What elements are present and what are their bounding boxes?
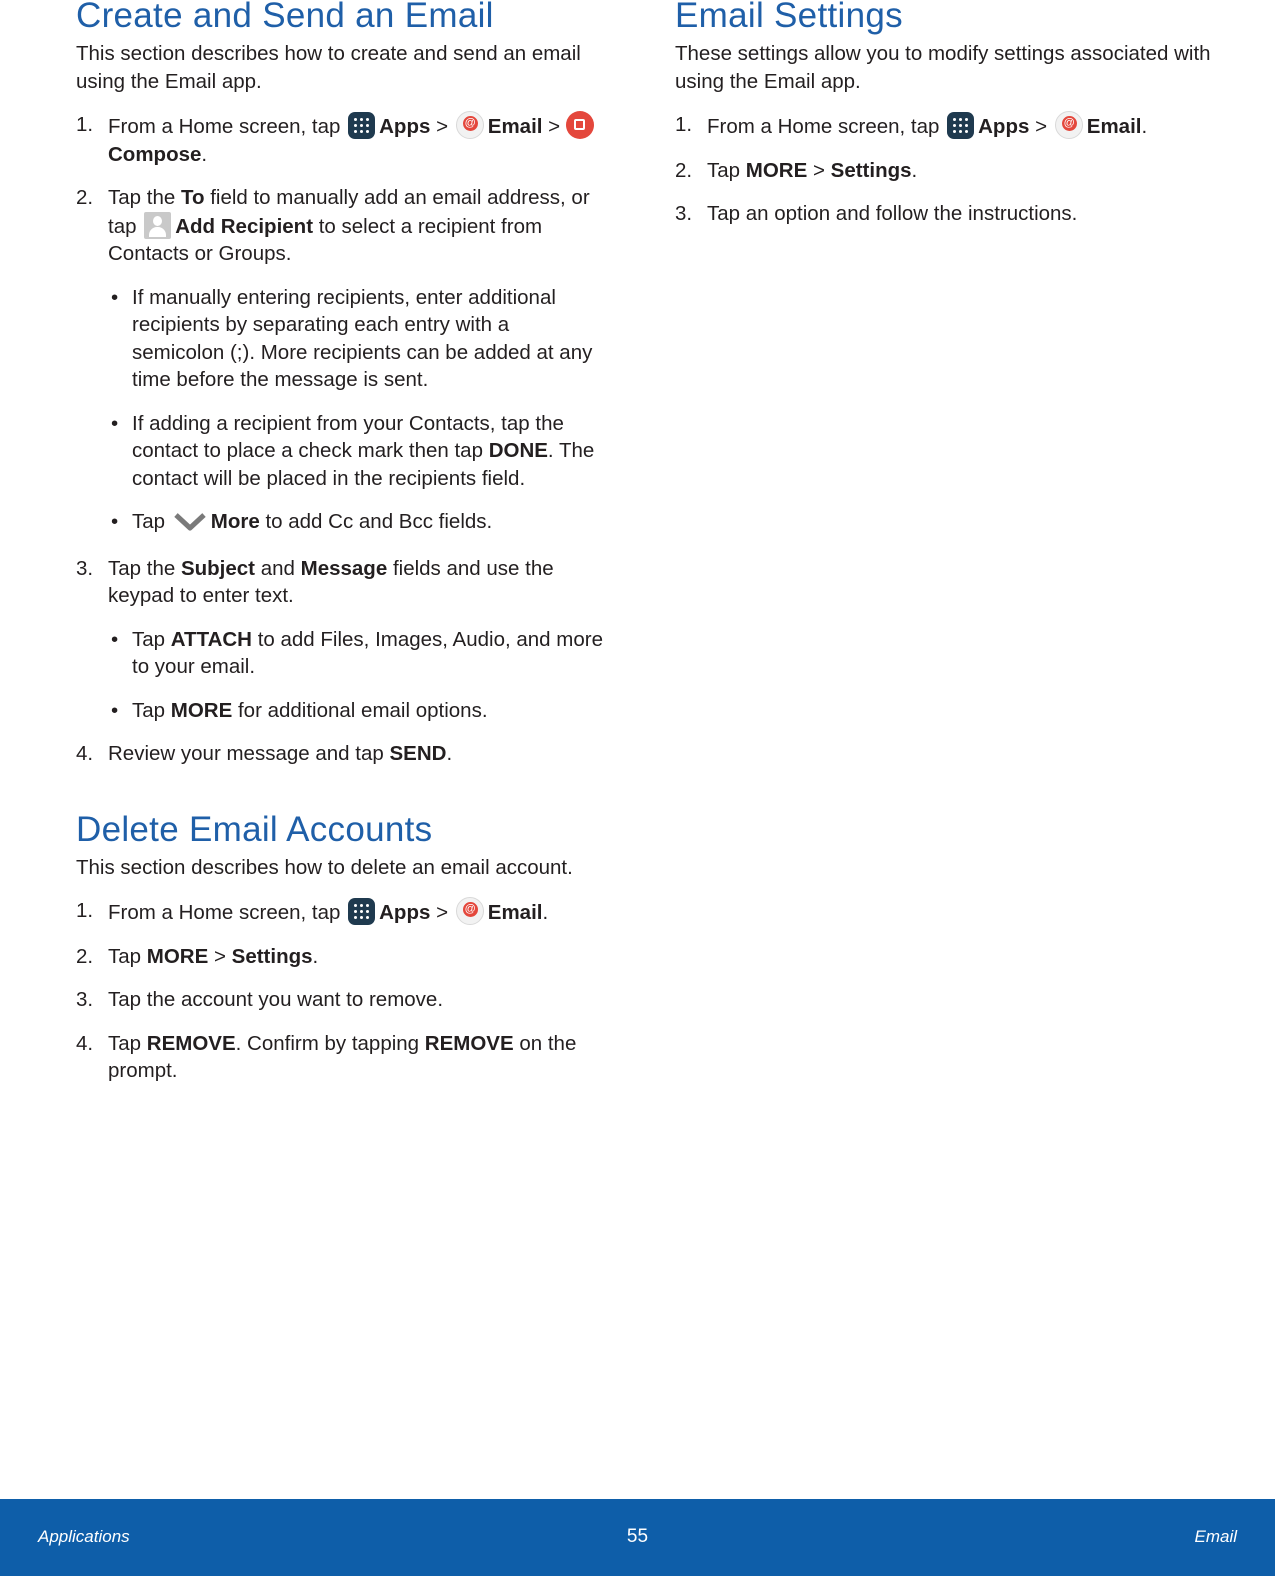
email-icon [1055, 111, 1083, 139]
bullet-attach: • Tap ATTACH to add Files, Images, Audio, and more to your email. [111, 627, 603, 678]
settings-step-1: 1. From a Home screen, tap Apps > @ Email. [675, 111, 1215, 141]
apps-icon [348, 112, 375, 139]
delete-step-4: 4. Tap REMOVE. Confirm by tapping REMOVE on the prompt. [76, 1031, 577, 1082]
email-icon [456, 897, 484, 925]
right-column [675, 0, 1215, 228]
delete-step-1: 1. From a Home screen, tap Apps > @ Email. [76, 897, 606, 927]
compose-icon [566, 111, 594, 139]
delete-accounts-heading: Delete Email Accounts [76, 809, 433, 849]
delete-accounts-intro: This section describes how to delete an email account. [76, 855, 573, 879]
create-step-3: 3. Tap the Subject and Message fields and use the keypad to enter text. • Tap ATTACH to add Files, Images, Audio, and more to your email. • Tap MORE for additional email options. [76, 555, 606, 725]
settings-step-3: 3. Tap an option and follow the instructions. [675, 202, 1078, 225]
create-step-4: 4. Review your message and tap SEND. [76, 742, 453, 765]
create-email-steps [76, 111, 606, 768]
email-icon [456, 111, 484, 139]
bullet-more-fields: • Tap More to add Cc and Bcc fields. [108, 508, 606, 539]
footer-chapter-label: Email [1194, 1527, 1237, 1546]
delete-step-3: 3. Tap the account you want to remove. [76, 988, 444, 1011]
apps-icon [348, 898, 375, 925]
create-step-1: 1. From a Home screen, tap Apps > @ Email > Compose. [76, 111, 606, 168]
delete-step-2: 2. Tap MORE > Settings. [76, 944, 319, 968]
bullet-more-options: • Tap MORE for additional email options. [111, 698, 488, 722]
create-step-3-bullets [108, 626, 606, 725]
contact-icon [144, 212, 171, 239]
create-step-2-bullets [108, 284, 606, 539]
apps-icon [947, 112, 974, 139]
create-step-2: 2. Tap the To field to manually add an email address, or tap Add Recipient to select a recipient from Contacts or Groups. • If manually entering recipients, enter additional recipients by separating each entry with a semicolon (;). More recipients can be added at any time before the message is sent. • If adding a recipient from your Contacts, tap the contact to place a check mark then tap DONE. The contact will be placed in the recipients field. • Tap More to add Cc and Bcc fields. [76, 184, 606, 539]
delete-accounts-steps [76, 897, 606, 1085]
page-number: 55 [626, 1526, 649, 1547]
create-email-heading: Create and Send an Email [76, 0, 494, 35]
page-footer [0, 1499, 1275, 1576]
settings-step-2: 2. Tap MORE > Settings. [675, 158, 918, 182]
email-settings-intro: These settings allow you to modify settings associated with using the Email app. [675, 42, 1211, 93]
email-settings-heading: Email Settings [675, 0, 903, 35]
bullet-manual-recipients: • If manually entering recipients, enter additional recipients by separating each entry with a semicolon (;). More recipients can be added at any time before the message is sent. [111, 285, 593, 391]
left-column [76, 0, 606, 1085]
bullet-contact-recipients: • If adding a recipient from your Contacts, tap the contact to place a check mark then tap DONE. The contact will be placed in the recipients field. [111, 411, 595, 490]
chevron-down-icon [173, 511, 207, 539]
email-settings-steps [675, 111, 1215, 228]
create-email-intro: This section describes how to create and send an email using the Email app. [76, 42, 581, 93]
footer-section-label: Applications [38, 1527, 130, 1546]
